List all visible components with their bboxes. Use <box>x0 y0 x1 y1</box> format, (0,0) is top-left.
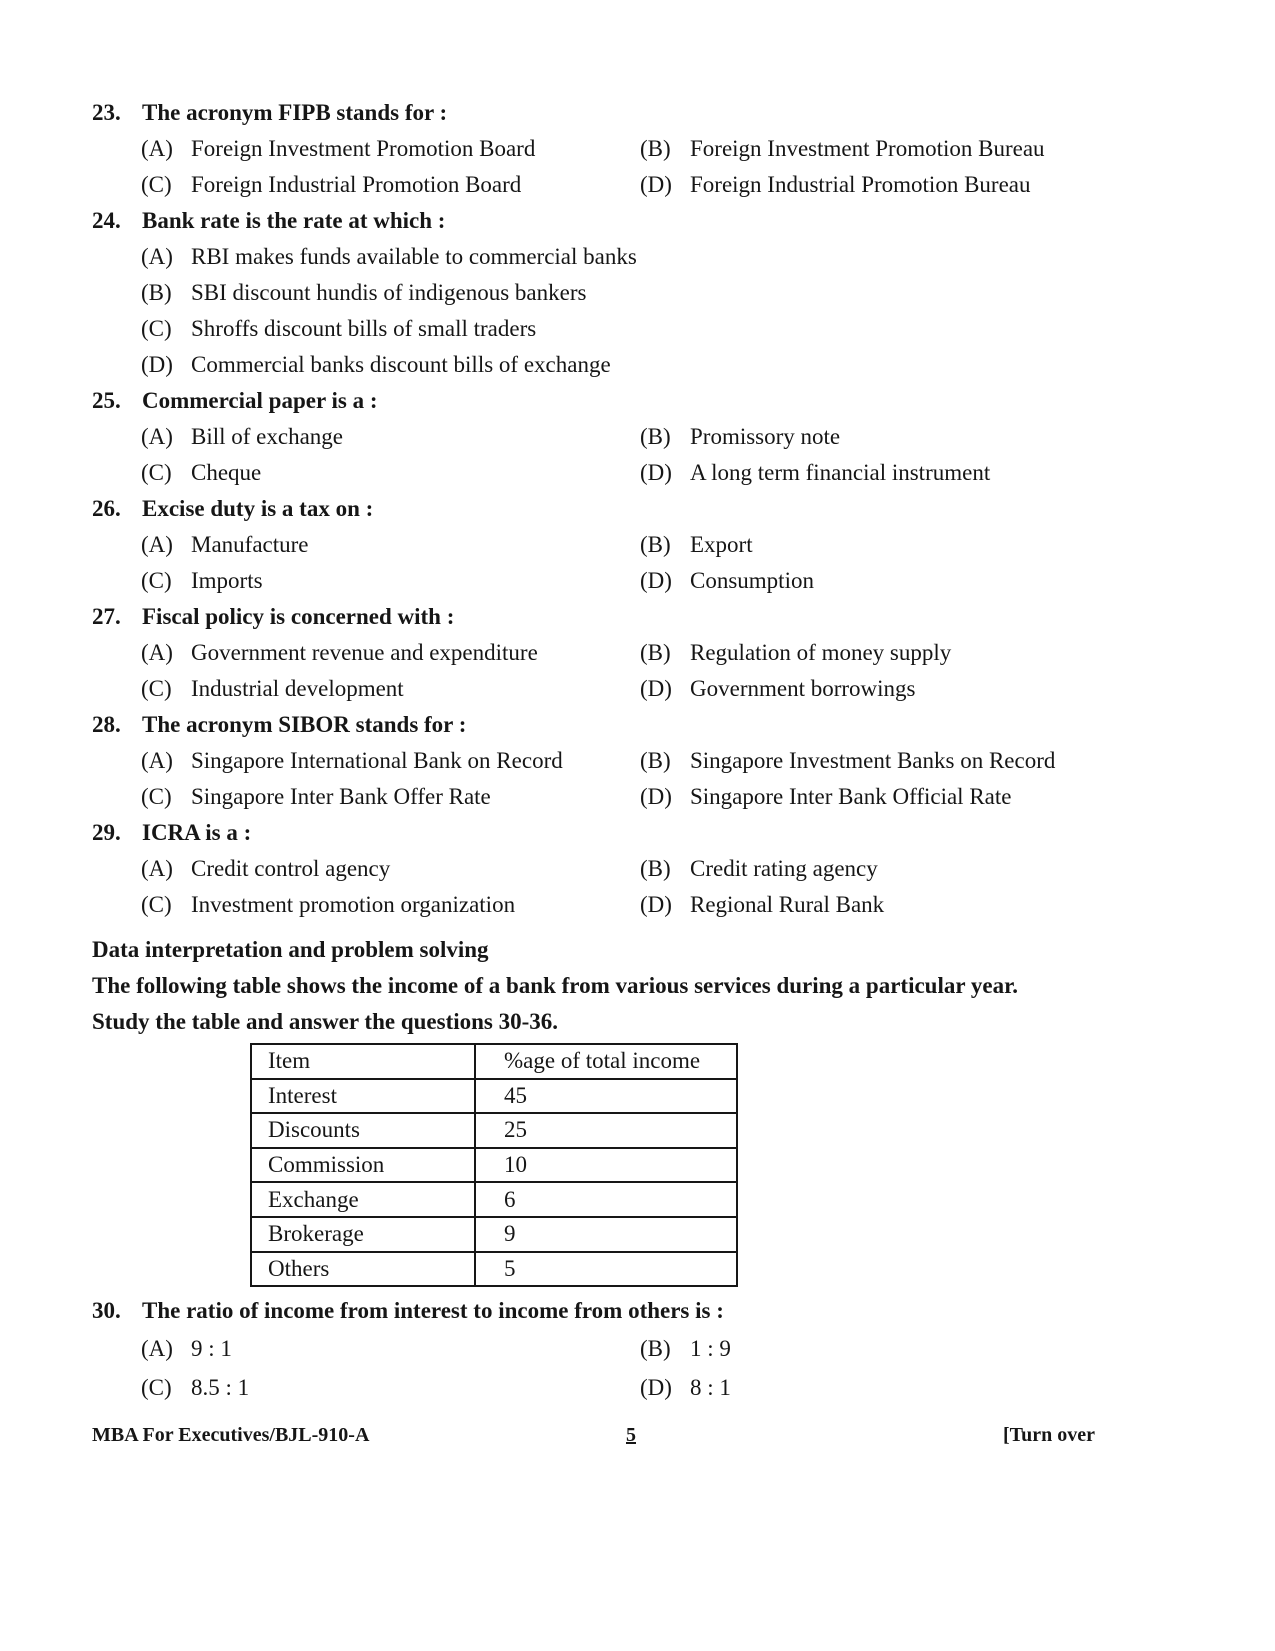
option-text: Regulation of money supply <box>690 640 952 665</box>
option-text: 8.5 : 1 <box>191 1375 250 1400</box>
option-24-a <box>141 242 637 272</box>
table-row <box>251 1079 737 1114</box>
table-cell-item: Others <box>251 1252 475 1287</box>
table-cell-percentage: 5 <box>475 1252 737 1287</box>
option-27-c <box>141 674 404 704</box>
option-28-a <box>141 746 563 776</box>
table-cell-item: Exchange <box>251 1182 475 1217</box>
question-number: 26. <box>92 496 121 521</box>
option-text: Credit rating agency <box>690 856 878 881</box>
option-27-a <box>141 638 538 668</box>
section-intro-line-1: The following table shows the income of a bank from various services during a particular year. <box>92 973 1018 998</box>
option-30-b <box>640 1334 731 1364</box>
option-27-d <box>640 674 916 704</box>
option-text: Singapore Inter Bank Official Rate <box>690 784 1012 809</box>
option-24-d <box>141 350 611 380</box>
option-text: Export <box>690 532 753 557</box>
option-label: (B) <box>640 532 671 557</box>
question-text: Commercial paper is a : <box>142 388 378 413</box>
option-label: (C) <box>141 172 172 197</box>
question-24 <box>92 206 445 236</box>
option-text: Singapore Investment Banks on Record <box>690 748 1056 773</box>
option-text: Imports <box>191 568 263 593</box>
option-text: Credit control agency <box>191 856 391 881</box>
option-29-d <box>640 890 884 920</box>
option-label: (D) <box>640 568 672 593</box>
option-26-a <box>141 530 309 560</box>
option-text: SBI discount hundis of indigenous bankers <box>191 280 587 305</box>
table-row <box>251 1217 737 1252</box>
table-header-percentage: %age of total income <box>475 1044 737 1079</box>
table-cell-item: Brokerage <box>251 1217 475 1252</box>
option-label: (C) <box>141 676 172 701</box>
option-label: (D) <box>640 172 672 197</box>
option-label: (B) <box>141 280 172 305</box>
option-29-a <box>141 854 390 884</box>
table-cell-item: Commission <box>251 1148 475 1183</box>
option-text: Consumption <box>690 568 814 593</box>
table-cell-percentage: 6 <box>475 1182 737 1217</box>
question-number: 25. <box>92 388 121 413</box>
option-text: A long term financial instrument <box>690 460 991 485</box>
question-26 <box>92 494 373 524</box>
page-number: 5 <box>626 1424 636 1446</box>
option-label: (C) <box>141 892 172 917</box>
option-text: Bill of exchange <box>191 424 344 449</box>
option-27-b <box>640 638 951 668</box>
option-24-c <box>141 314 536 344</box>
question-29 <box>92 818 251 848</box>
question-text: The acronym SIBOR stands for : <box>142 712 467 737</box>
option-30-a <box>141 1334 232 1364</box>
table-cell-item: Interest <box>251 1079 475 1114</box>
option-label: (D) <box>640 892 672 917</box>
option-label: (B) <box>640 640 671 665</box>
option-text: Promissory note <box>690 424 841 449</box>
option-28-c <box>141 782 491 812</box>
option-23-d <box>640 170 1031 200</box>
question-28 <box>92 710 466 740</box>
option-label: (A) <box>141 1336 173 1361</box>
option-text: Commercial banks discount bills of exchange <box>191 352 611 377</box>
option-text: Foreign Industrial Promotion Board <box>191 172 522 197</box>
table-cell-percentage: 10 <box>475 1148 737 1183</box>
question-text: The acronym FIPB stands for : <box>142 100 448 125</box>
option-label: (B) <box>640 136 671 161</box>
question-number: 28. <box>92 712 121 737</box>
question-30 <box>92 1296 724 1326</box>
option-label: (A) <box>141 532 173 557</box>
option-label: (A) <box>141 136 173 161</box>
option-label: (D) <box>640 784 672 809</box>
option-label: (B) <box>640 856 671 881</box>
option-26-b <box>640 530 753 560</box>
option-25-b <box>640 422 840 452</box>
question-number: 29. <box>92 820 121 845</box>
option-text: 8 : 1 <box>690 1375 731 1400</box>
income-table <box>250 1043 738 1287</box>
section-heading: Data interpretation and problem solving <box>92 937 489 962</box>
question-text: Excise duty is a tax on : <box>142 496 374 521</box>
option-label: (A) <box>141 244 173 269</box>
option-label: (B) <box>640 748 671 773</box>
question-number: 23. <box>92 100 121 125</box>
question-text: Bank rate is the rate at which : <box>142 208 446 233</box>
question-number: 30. <box>92 1298 121 1323</box>
option-text: Industrial development <box>191 676 404 701</box>
option-label: (C) <box>141 784 172 809</box>
option-text: Singapore International Bank on Record <box>191 748 563 773</box>
turn-over-note: [Turn over <box>1003 1424 1096 1446</box>
option-30-d <box>640 1373 731 1403</box>
option-label: (A) <box>141 748 173 773</box>
option-label: (C) <box>141 1375 172 1400</box>
table-row <box>251 1113 737 1148</box>
option-text: Regional Rural Bank <box>690 892 885 917</box>
option-29-b <box>640 854 878 884</box>
option-25-d <box>640 458 990 488</box>
question-27 <box>92 602 454 632</box>
table-header-item: Item <box>251 1044 475 1079</box>
table-header-row <box>251 1044 737 1079</box>
footer-exam-code: MBA For Executives/BJL-910-A <box>92 1424 370 1446</box>
option-26-d <box>640 566 814 596</box>
option-28-d <box>640 782 1011 812</box>
option-text: Manufacture <box>191 532 309 557</box>
section-intro-line-2: Study the table and answer the questions 30-36. <box>92 1009 559 1034</box>
option-text: Government revenue and expenditure <box>191 640 538 665</box>
table-row <box>251 1148 737 1183</box>
option-30-c <box>141 1373 249 1403</box>
option-label: (D) <box>640 676 672 701</box>
option-text: Investment promotion organization <box>191 892 516 917</box>
option-text: Government borrowings <box>690 676 916 701</box>
table-cell-percentage: 45 <box>475 1079 737 1114</box>
option-label: (A) <box>141 640 173 665</box>
option-text: Foreign Industrial Promotion Bureau <box>690 172 1031 197</box>
option-text: Cheque <box>191 460 262 485</box>
option-text: Singapore Inter Bank Offer Rate <box>191 784 491 809</box>
question-number: 27. <box>92 604 121 629</box>
option-label: (C) <box>141 316 172 341</box>
option-29-c <box>141 890 515 920</box>
table-cell-item: Discounts <box>251 1113 475 1148</box>
table-cell-percentage: 25 <box>475 1113 737 1148</box>
option-label: (C) <box>141 460 172 485</box>
option-label: (A) <box>141 856 173 881</box>
table-row <box>251 1182 737 1217</box>
option-label: (D) <box>141 352 173 377</box>
option-text: Shroffs discount bills of small traders <box>191 316 537 341</box>
option-label: (C) <box>141 568 172 593</box>
option-label: (B) <box>640 424 671 449</box>
option-23-a <box>141 134 535 164</box>
question-text: ICRA is a : <box>142 820 252 845</box>
option-23-c <box>141 170 521 200</box>
option-text: RBI makes funds available to commercial banks <box>191 244 637 269</box>
option-label: (D) <box>640 460 672 485</box>
option-text: Foreign Investment Promotion Bureau <box>690 136 1045 161</box>
option-24-b <box>141 278 586 308</box>
option-label: (D) <box>640 1375 672 1400</box>
option-26-c <box>141 566 263 596</box>
option-text: Foreign Investment Promotion Board <box>191 136 536 161</box>
table-cell-percentage: 9 <box>475 1217 737 1252</box>
question-23 <box>92 98 447 128</box>
option-25-c <box>141 458 261 488</box>
option-text: 1 : 9 <box>690 1336 731 1361</box>
option-label: (A) <box>141 424 173 449</box>
option-28-b <box>640 746 1055 776</box>
option-25-a <box>141 422 343 452</box>
option-label: (B) <box>640 1336 671 1361</box>
table-row <box>251 1252 737 1287</box>
option-23-b <box>640 134 1045 164</box>
question-text: The ratio of income from interest to income from others is : <box>142 1298 724 1323</box>
question-25 <box>92 386 378 416</box>
option-text: 9 : 1 <box>191 1336 232 1361</box>
question-text: Fiscal policy is concerned with : <box>142 604 455 629</box>
question-number: 24. <box>92 208 121 233</box>
